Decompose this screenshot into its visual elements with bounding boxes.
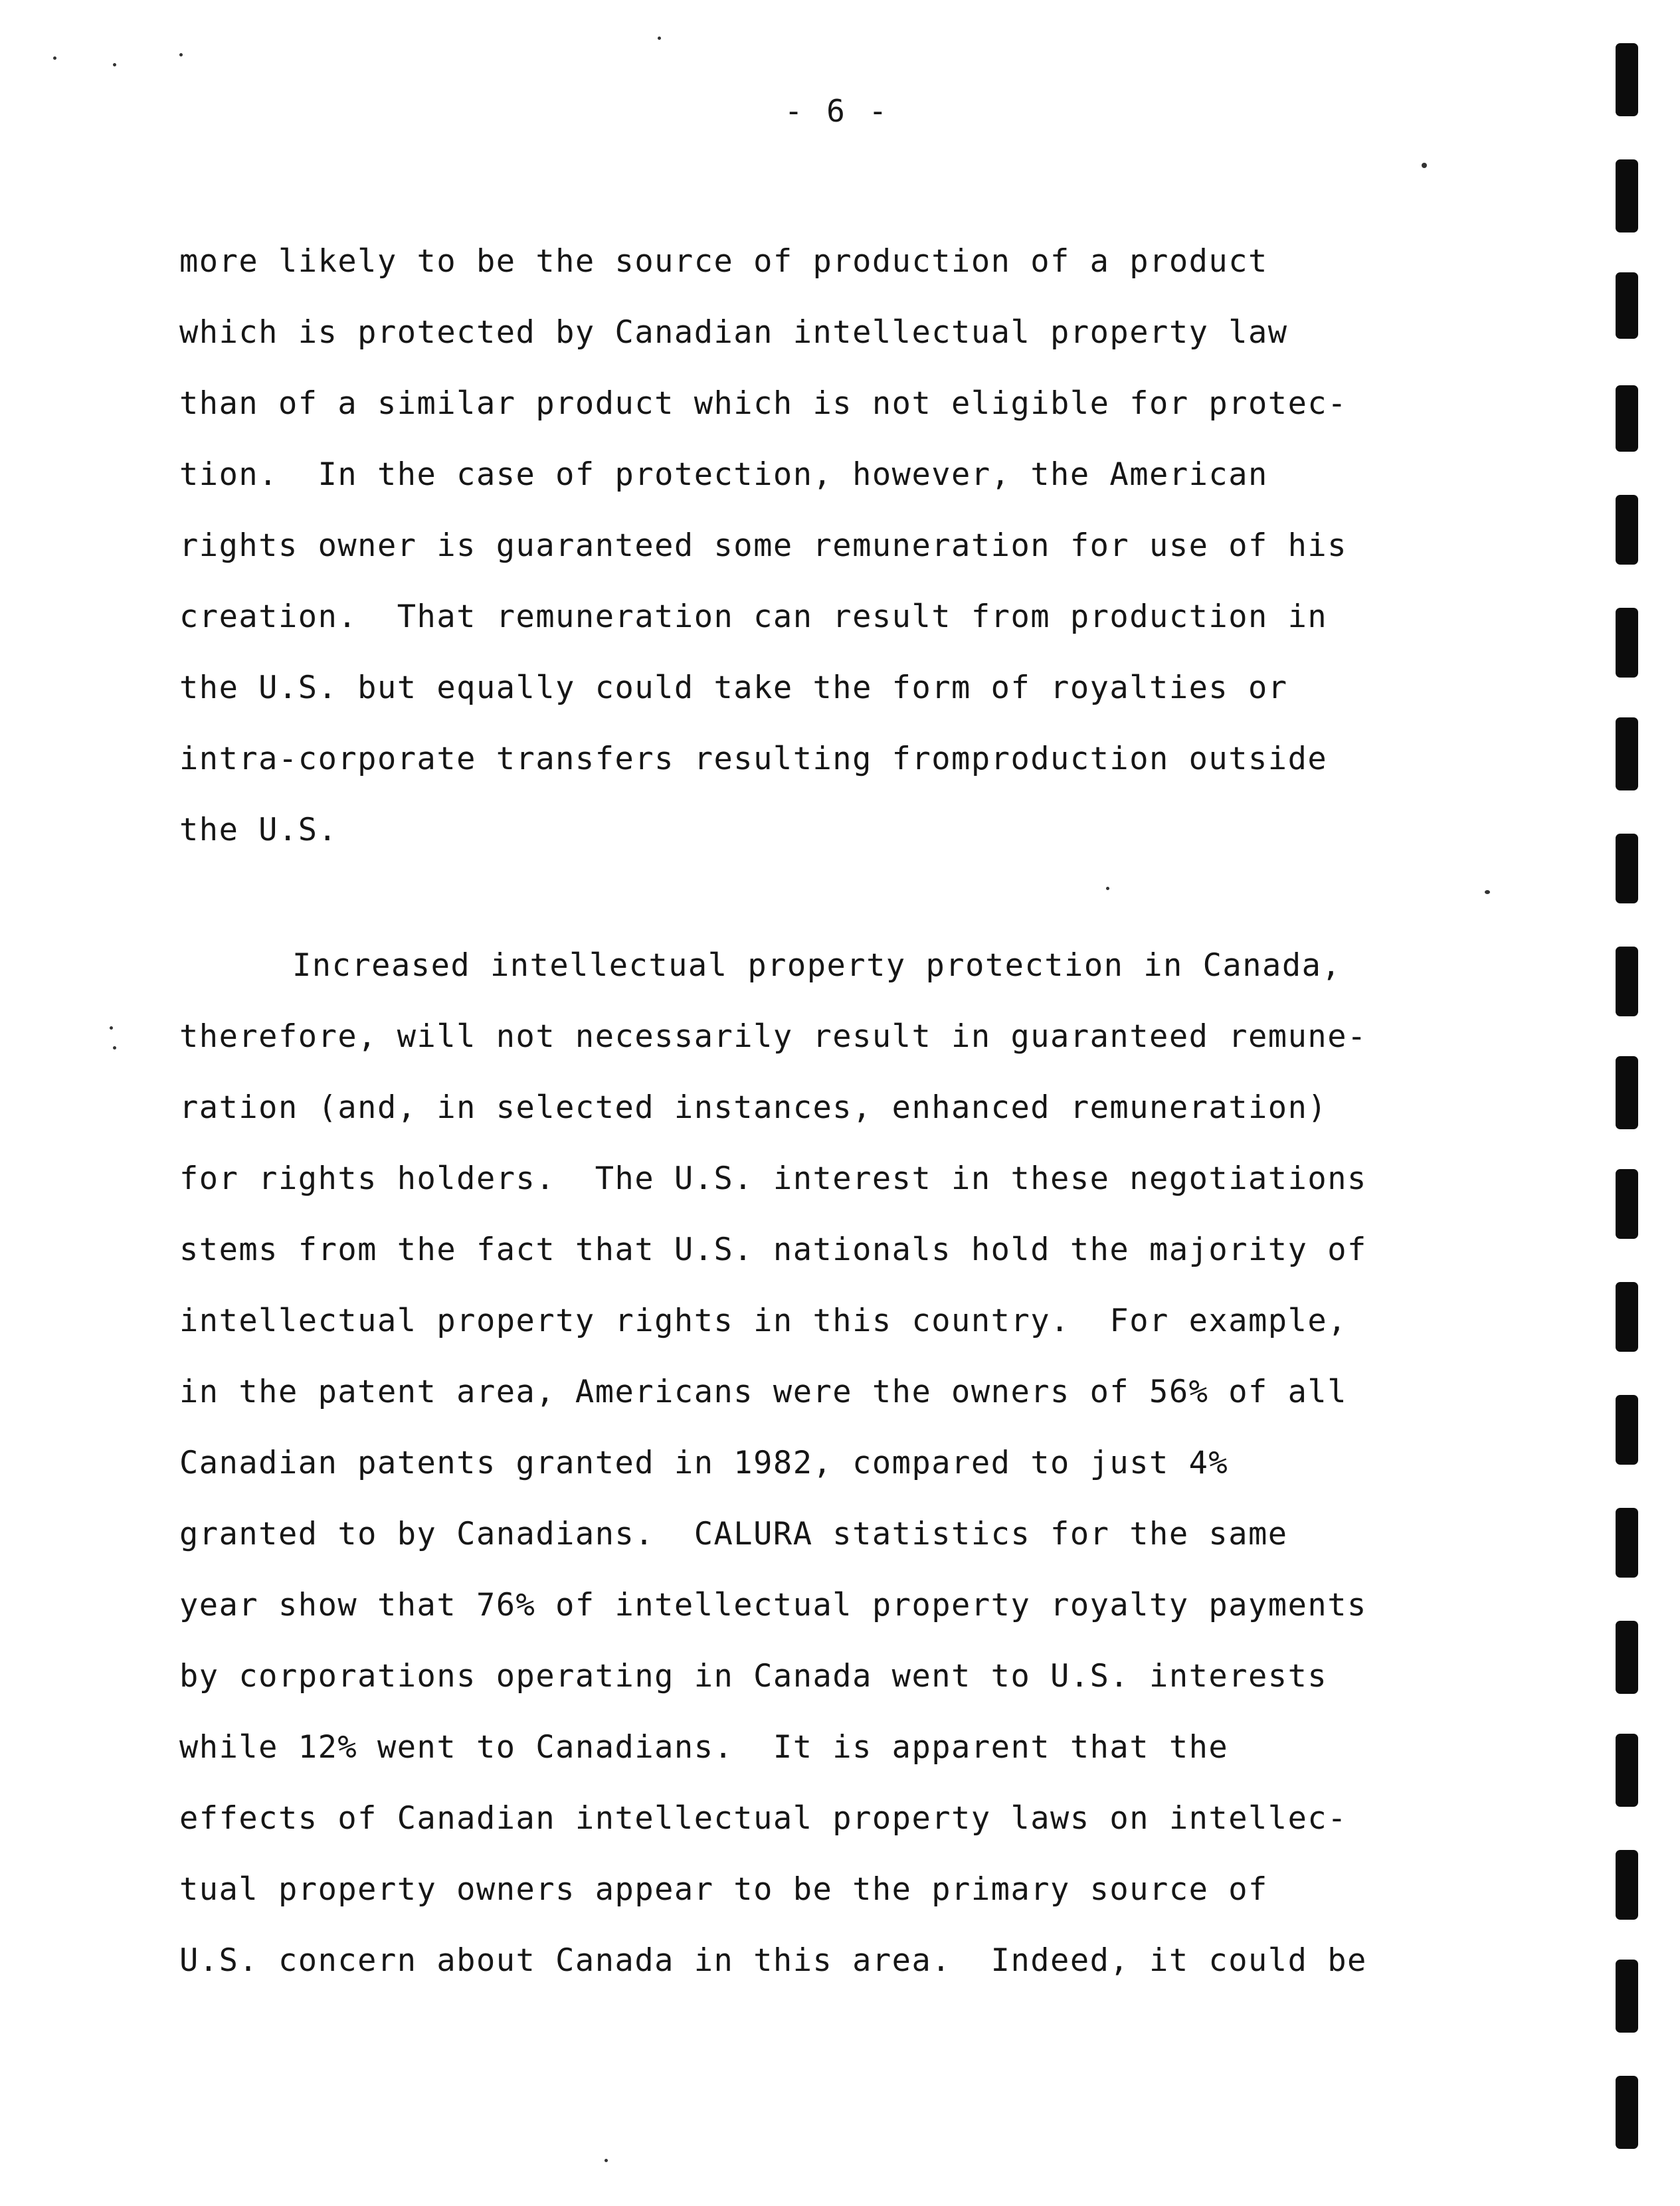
scan-speck [110, 1026, 113, 1030]
binding-mark [1616, 608, 1638, 678]
text-line: the U.S. [179, 812, 338, 848]
binding-mark [1616, 834, 1638, 903]
binding-mark [1616, 159, 1638, 232]
scan-speck [1106, 887, 1109, 890]
binding-mark [1616, 1960, 1638, 2033]
binding-mark [1616, 1621, 1638, 1694]
text-line: Increased intellectual property protection in Canada, [292, 947, 1342, 984]
text-line: Canadian patents granted in 1982, compared to just 4% [179, 1445, 1229, 1481]
binding-mark [1616, 1850, 1638, 1920]
text-line: the U.S. but equally could take the form of royalties or [179, 670, 1288, 706]
scan-speck [658, 37, 661, 40]
text-line: in the patent area, Americans were the owners of 56% of all [179, 1374, 1347, 1410]
scan-speck [605, 2159, 608, 2162]
text-line: which is protected by Canadian intellectual property law [179, 314, 1288, 351]
paragraph-1 [179, 226, 1515, 866]
text-line: creation. That remuneration can result from production in [179, 598, 1328, 635]
scan-speck [113, 1046, 116, 1050]
binding-mark [1616, 43, 1638, 116]
scan-speck [113, 63, 116, 66]
text-line: effects of Canadian intellectual property laws on intellec- [179, 1800, 1347, 1837]
text-line: therefore, will not necessarily result in guaranteed remune- [179, 1018, 1367, 1055]
text-line: stems from the fact that U.S. nationals hold the majority of [179, 1232, 1367, 1268]
binding-mark [1616, 947, 1638, 1016]
text-line: more likely to be the source of production of a product [179, 243, 1268, 280]
scan-speck [53, 56, 56, 60]
binding-mark [1616, 1282, 1638, 1352]
binding-mark [1616, 385, 1638, 452]
text-line: by corporations operating in Canada went to U.S. interests [179, 1658, 1328, 1695]
text-line: year show that 76% of intellectual property royalty payments [179, 1587, 1367, 1623]
binding-mark [1616, 1395, 1638, 1465]
binding-mark [1616, 495, 1638, 565]
page-number: - 6 - [784, 93, 890, 129]
text-line: rights owner is guaranteed some remuneration for use of his [179, 527, 1347, 564]
binding-mark [1616, 1734, 1638, 1807]
scan-speck [1485, 890, 1490, 894]
text-line: intra-corporate transfers resulting fromproduction outside [179, 741, 1328, 777]
text-line: intellectual property rights in this country. For example, [179, 1303, 1347, 1339]
text-line: ration (and, in selected instances, enhanced remuneration) [179, 1089, 1328, 1126]
text-line: than of a similar product which is not eligible for protec- [179, 385, 1347, 422]
binding-mark [1616, 1056, 1638, 1129]
text-line: tual property owners appear to be the primary source of [179, 1871, 1268, 1908]
paragraph-2 [179, 930, 1515, 1996]
text-line: granted to by Canadians. CALURA statistics for the same [179, 1516, 1288, 1552]
binding-mark [1616, 717, 1638, 790]
text-line: tion. In the case of protection, however, the American [179, 456, 1268, 493]
binding-mark [1616, 2076, 1638, 2149]
text-line: for rights holders. The U.S. interest in these negotiations [179, 1160, 1367, 1197]
binding-mark [1616, 272, 1638, 339]
binding-mark [1616, 1169, 1638, 1239]
text-line: while 12% went to Canadians. It is apparent that the [179, 1729, 1229, 1766]
binding-mark [1616, 1508, 1638, 1578]
scan-speck [179, 53, 183, 56]
text-line: U.S. concern about Canada in this area. Indeed, it could be [179, 1942, 1367, 1979]
scan-speck [1422, 163, 1427, 168]
